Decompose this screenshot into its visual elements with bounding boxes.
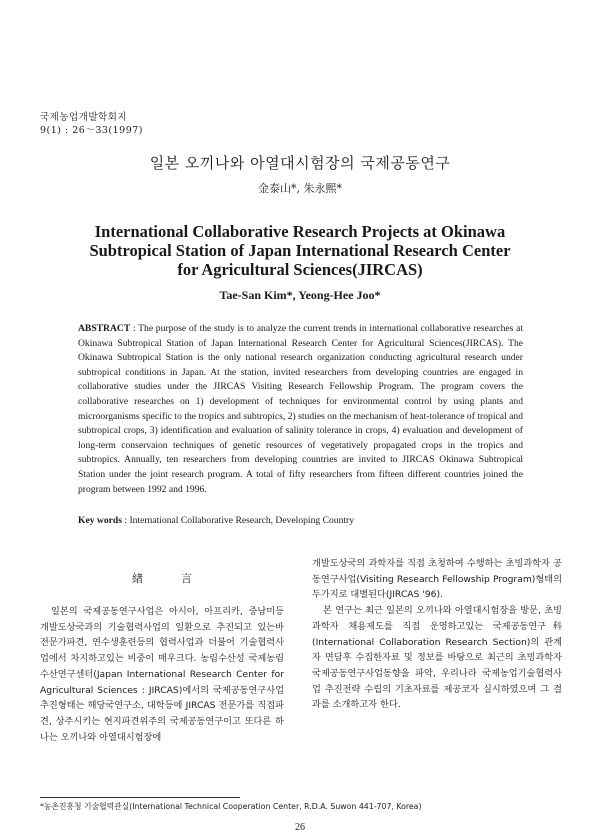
right-paragraph-1: 개발도상국의 과학자를 직접 초청하여 수행하는 초빙과학자 공동연구사업(Visiting Research Fellowship Program)형태의 두가지로 대별된다(JIRCAS '96).: [312, 558, 562, 601]
abstract: [78, 322, 523, 497]
keywords-label: Key words: [78, 515, 122, 526]
section-heading-char-1: 緖: [132, 572, 143, 585]
abstract-label: ABSTRACT: [78, 323, 131, 334]
abstract-text: The purpose of the study is to analyze the current trends in international collaborative researches at Okinawa Subtropical Station of Japan International Research Center for Agricultural Sciences(JIRCAS). The Okinawa Subtropical Station is the only national research organization conducting agricultural research under subtropical conditions in Japan. At the station, invited researchers from developing countries are engaged in collaborative studies under the JIRCAS Visiting Research Fellowship Program. The program covers the collaborative researches on 1) development of techniques for environmental control by using plants and microorganisms specific to the tropics and subtropics, 2) studies on the mechanism of heat-tolerance of tropical and subtropical crops, 3) identification and evaluation of salinity tolerance in crops, 4) evaluation and development of long-term conservaion techniques of genetic resources of vegetatively propagated crops in the tropics and subtropics. Annually, ten researchers from developing countries are invited to JIRCAS Okinawa Subtropical Station under the joint research program. A total of fifty researchers from fifteen different countries joined the program between 1992 and 1996.: [78, 323, 523, 495]
right-column: [312, 556, 562, 713]
right-paragraph-2: 본 연구는 최근 일본의 오끼나와 아열대시험장을 방문, 초빙과학자 채용제도를 직접 운영하고있는 국제공동연구科(International Collaboration Research Section)의 관계자 면담후 수집한자료 및 정보를 바탕으로 최근의 초빙과학자 국제공동연구사업동향을 파악, 우리나라 국제농업기술협력사업 추진전략 수립의 기초자료를 제공코자 실시하였으며 그 결과를 소개하고자 한다.: [312, 605, 562, 711]
journal-volume: 9(1) : 26～33(1997): [40, 125, 144, 136]
english-authors: Tae-San Kim*, Yeong-Hee Joo*: [219, 288, 381, 302]
keywords-separator: :: [121, 515, 130, 526]
section-heading-char-2: 言: [181, 572, 192, 585]
abstract-separator: :: [130, 323, 139, 334]
journal-citation: [40, 111, 143, 137]
keywords-text: International Collaborative Research, Developing Country: [129, 515, 355, 526]
page-number: 26: [295, 822, 305, 833]
left-column: [40, 604, 284, 745]
english-title: [60, 222, 540, 279]
journal-name: 국제농업개발학회지: [40, 112, 128, 123]
section-heading-introduction: [40, 570, 284, 586]
footnote-divider: [40, 797, 240, 798]
english-title-line-1: International Collaborative Research Projects at Okinawa: [94, 222, 506, 241]
keywords: [78, 515, 523, 526]
korean-title: 일본 오끼나와 아열대시험장의 국제공동연구: [149, 154, 451, 172]
left-paragraph-1: 일본의 국제공동연구사업은 아시아, 아프리카, 중남미등 개발도상국과의 기술협력사업의 일환으로 추진되고 있는바 전문가파견, 연수생훈련등의 협력사업과 더불어 기술협력사업에서 차지하고있는 비중이 매우크다. 농림수산성 국제농림수산연구센터(Japan International Research Center for Agricultural Sciences : JIRCAS)에서의 국제공동연구사업 추진형태는 해당국연구소, 대학등에 JIRCAS 전문가를 직접파견, 상주시키는 현지파견위주의 국제공동연구이고 또다른 하나는 오끼나와 아열대시험장에: [40, 606, 284, 743]
korean-authors: 金泰山*, 朱永熙*: [258, 182, 342, 195]
english-title-line-2: Subtropical Station of Japan International Research Center: [89, 241, 511, 260]
footnote: *농촌진흥청 기술협력관실(International Technical Cooperation Center, R.D.A. Suwon 441-707, Korea): [40, 802, 422, 811]
english-title-line-3: for Agricultural Sciences(JIRCAS): [177, 260, 423, 279]
